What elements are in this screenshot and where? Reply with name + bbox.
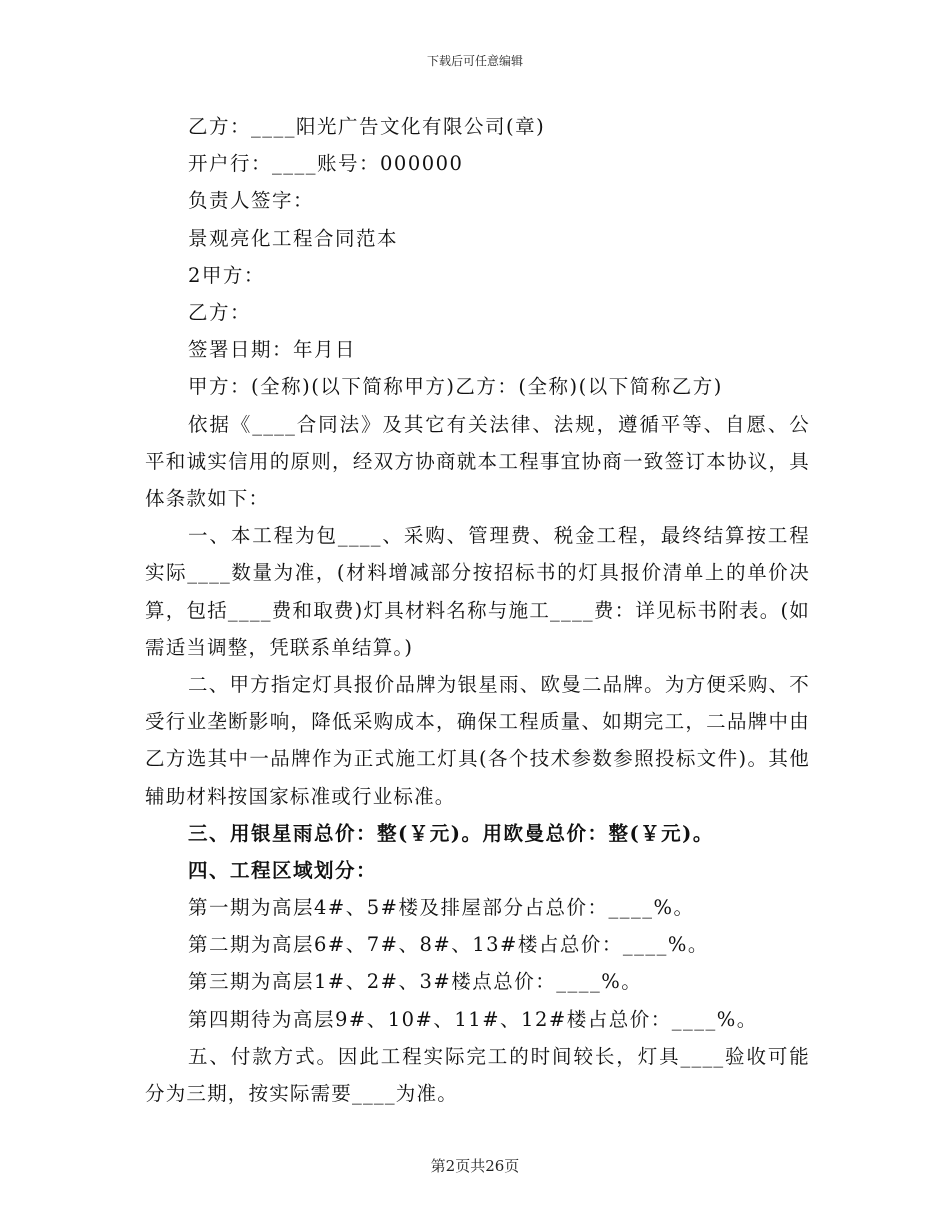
phase-2-line: 第二期为高层6#、7#、8#、13#楼占总价：____%。: [188, 933, 709, 957]
parties-line: 甲方：(全称)(以下简称甲方)乙方：(全称)(以下简称乙方): [188, 375, 723, 399]
document-body: [145, 108, 810, 1112]
document-title: 景观亮化工程合同范本: [188, 226, 399, 250]
intro-paragraph: 依据《____合同法》及其它有关法律、法规，遵循平等、自愿、公平和诚实信用的原则，经双方协商就本工程事宜协商一致签订本协议，具体条款如下：: [145, 412, 810, 510]
sign-date-line: 签署日期：年月日: [188, 338, 357, 362]
signature-line: 负责人签字：: [188, 189, 315, 213]
page-footer: 第2页共26页: [430, 1157, 520, 1175]
clause-1-paragraph: 一、本工程为包____、采购、管理费、税金工程，最终结算按工程实际____数量为准，(材料增减部分按招标书的灯具报价清单上的单价决算，包括____费和取费)灯具材料名称与施工____费：详见标书附表。(如需适当调整，凭联系单结算。): [145, 524, 810, 659]
phase-3-line: 第三期为高层1#、2#、3#楼点总价：____%。: [188, 970, 643, 994]
party-a-line: 2甲方：: [188, 263, 265, 287]
page-header: 下载后可任意编辑: [426, 54, 523, 68]
party-b-line-2: 乙方：: [188, 300, 252, 324]
party-b-line: 乙方：____阳光广告文化有限公司(章): [188, 115, 546, 138]
clause-2-paragraph: 二、甲方指定灯具报价品牌为银星雨、欧曼二品牌。为方便采购、不受行业垄断影响，降低采购成本，确保工程质量、如期完工，二品牌中由乙方选其中一品牌作为正式施工灯具(各个技术参数参照投标文件)。其他辅助材料按国家标准或行业标准。: [145, 672, 810, 808]
clause-4-heading: 四、工程区域划分：: [188, 858, 378, 882]
phase-1-line: 第一期为高层4#、5#楼及排屋部分占总价：____%。: [188, 896, 695, 920]
clause-3-line: 三、用银星雨总价：整(￥元)。用欧曼总价：整(￥元)。: [188, 821, 714, 845]
bank-account-line: 开户行：____账号：000000: [188, 152, 464, 176]
phase-4-line: 第四期待为高层9#、10#、11#、12#楼占总价：____%。: [188, 1007, 758, 1031]
clause-5-paragraph: 五、付款方式。因此工程实际完工的时间较长，灯具____验收可能分为三期，按实际需要____为准。: [145, 1044, 810, 1106]
